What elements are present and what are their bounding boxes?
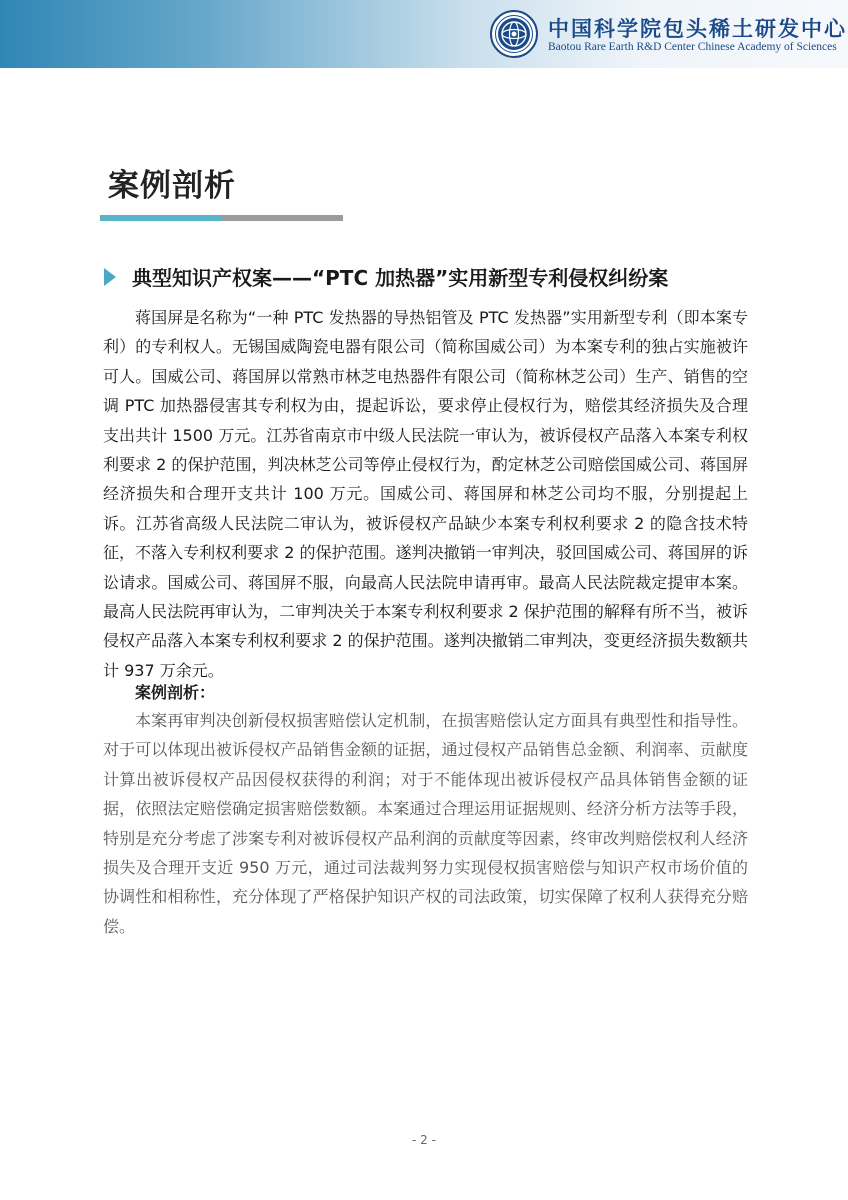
- case-body-paragraph: 蒋国屏是名称为“一种 PTC 发热器的导热铝管及 PTC 发热器”实用新型专利（即本案专利）的专利权人。无锡国威陶瓷电器有限公司（简称国威公司）为本案专利的独占实施被许可人。国威公司、蒋国屏以常熟市林芝电热器件有限公司（简称林芝公司）生产、销售的空调 PTC 加热器侵害其专利权为由，提起诉讼，要求停止侵权行为，赔偿其经济损失及合理支出共计 1500 万元。江苏省南京市中级人民法院一审认为，被诉侵权产品落入本案专利权利要求 2 的保护范围，判决林芝公司等停止侵权行为，酌定林芝公司赔偿国威公司、蒋国屏经济损失和合理开支共计 100 万元。国威公司、蒋国屏和林芝公司均不服，分别提起上诉。江苏省高级人民法院二审认为，被诉侵权产品缺少本案专利权利要求 2 的隐含技术特征，不落入专利权利要求 2 的保护范围。遂判决撤销一审判决，驳回国威公司、蒋国屏的诉讼请求。国威公司、蒋国屏不服，向最高人民法院申请再审。最高人民法院裁定提审本案。最高人民法院再审认为，二审判决关于本案专利权利要求 2 保护范围的解释有所不当，被诉侵权产品落入本案专利权利要求 2 的保护范围。遂判决撤销二审判决，变更经济损失数额共计 937 万余元。: [103, 308, 748, 680]
- case-title: 典型知识产权案——“PTC 加热器”实用新型专利侵权纠纷案: [132, 266, 669, 290]
- org-name-cn: 中国科学院包头稀土研发中心: [548, 16, 847, 41]
- title-underline-accent: [100, 215, 222, 221]
- triangle-right-icon: [104, 268, 116, 286]
- page-number: - 2 -: [412, 1133, 436, 1147]
- analysis-label: 案例剖析：: [135, 683, 216, 702]
- analysis-paragraph: 本案再审判决创新侵权损害赔偿认定机制，在损害赔偿认定方面具有典型性和指导性。对于可以体现出被诉侵权产品销售金额的证据，通过侵权产品销售总金额、利润率、贡献度计算出被诉侵权产品因侵权获得的利润；对于不能体现出被诉侵权产品具体销售金额的证据，依照法定赔偿确定损害赔偿数额。本案通过合理运用证据规则、经济分析方法等手段，特别是充分考虑了涉案专利对被诉侵权产品利润的贡献度等因素，终审改判赔偿权利人经济损失及合理开支近 950 万元，通过司法裁判努力实现侵权损害赔偿与知识产权市场价值的协调性和相称性，充分体现了严格保护知识产权的司法政策，切实保障了权利人获得充分赔偿。: [103, 711, 748, 936]
- page-title: 案例剖析: [108, 168, 236, 204]
- org-logo: [490, 10, 847, 58]
- cas-emblem-icon: [490, 10, 538, 58]
- org-name-en: Baotou Rare Earth R&D Center Chinese Academy of Sciences: [548, 41, 837, 53]
- title-underline-gray: [222, 215, 343, 221]
